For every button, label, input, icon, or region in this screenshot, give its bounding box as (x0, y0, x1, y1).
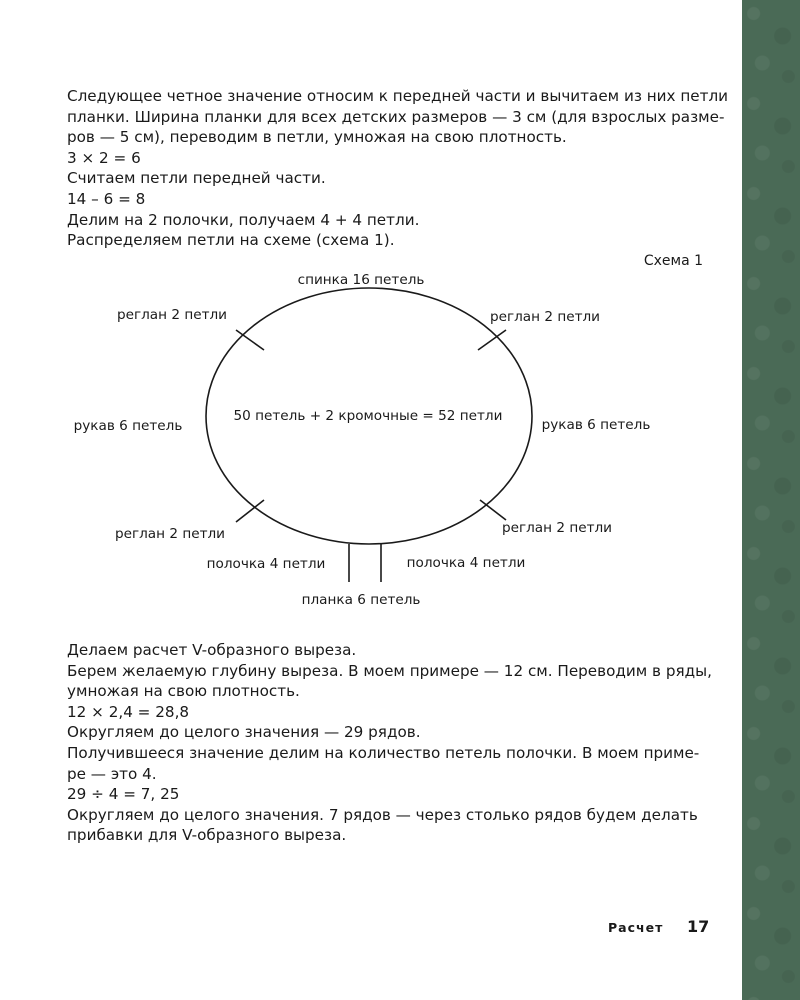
label-front-left: полочка 4 петли (206, 556, 326, 572)
paragraph-line: Делаем расчет V-образного выреза. (67, 641, 357, 659)
raglan-scheme-diagram (60, 262, 680, 622)
formula-line: 12 × 2,4 = 28,8 (67, 702, 190, 721)
paragraph-line: Следующее четное значение относим к передней части и вычитаем из них петли (67, 87, 729, 105)
paragraph-line: Округляем до целого значения — 29 рядов. (67, 723, 421, 742)
paragraph-line: Округляем до целого значения. 7 рядов — через столько рядов будем делать (67, 805, 698, 824)
scheme-caption: Схема 1 (643, 253, 703, 269)
formula-line: 3 × 2 = 6 (67, 148, 141, 167)
body-text-bottom (67, 640, 712, 846)
paragraph-line: ре — это 4. (67, 764, 157, 783)
paragraph-line: Считаем петли передней части. (67, 169, 326, 188)
paragraph-line: Получившееся значение делим на количество петель полочки. В моем приме- (67, 743, 700, 762)
paragraph-line: планки. Ширина планки для всех детских размеров — 3 см (для взрослых разме- (67, 107, 725, 126)
raglan-mark-bottom-right (480, 500, 506, 520)
page-number: 17 (687, 917, 710, 936)
label-back: спинка 16 петель (297, 272, 425, 288)
paragraph-line: прибавки для V-образного выреза. (67, 826, 347, 845)
paragraph-line: ров — 5 см), переводим в петли, умножая на свою плотность. (67, 128, 567, 147)
label-raglan-bottom-right: реглан 2 петли (501, 520, 613, 536)
paragraph-line: Делим на 2 полочки, получаем 4 + 4 петли. (67, 210, 420, 229)
label-center-total: 50 петель + 2 кромочные = 52 петли (233, 408, 503, 424)
label-sleeve-left: рукав 6 петель (73, 418, 183, 434)
label-sleeve-right: рукав 6 петель (541, 417, 651, 433)
formula-line: 14 – 6 = 8 (67, 189, 146, 208)
paragraph-line: Распределяем петли на схеме (схема 1). (67, 231, 395, 250)
paragraph-line: Берем желаемую глубину выреза. В моем примере — 12 см. Переводим в ряды, (67, 661, 712, 680)
label-raglan-top-left: реглан 2 петли (116, 307, 228, 323)
label-front-right: полочка 4 петли (406, 555, 526, 571)
footer-section-title: Расчет (608, 920, 664, 935)
label-placket: планка 6 петель (301, 592, 421, 608)
body-text-top (67, 86, 729, 251)
label-raglan-bottom-left: реглан 2 петли (114, 526, 226, 542)
label-raglan-top-right: реглан 2 петли (489, 309, 601, 325)
raglan-mark-top-left (236, 330, 264, 350)
paragraph-line: умножая на свою плотность. (67, 682, 300, 701)
formula-line: 29 ÷ 4 = 7, 25 (67, 785, 180, 804)
decorative-side-strip (742, 0, 800, 1000)
